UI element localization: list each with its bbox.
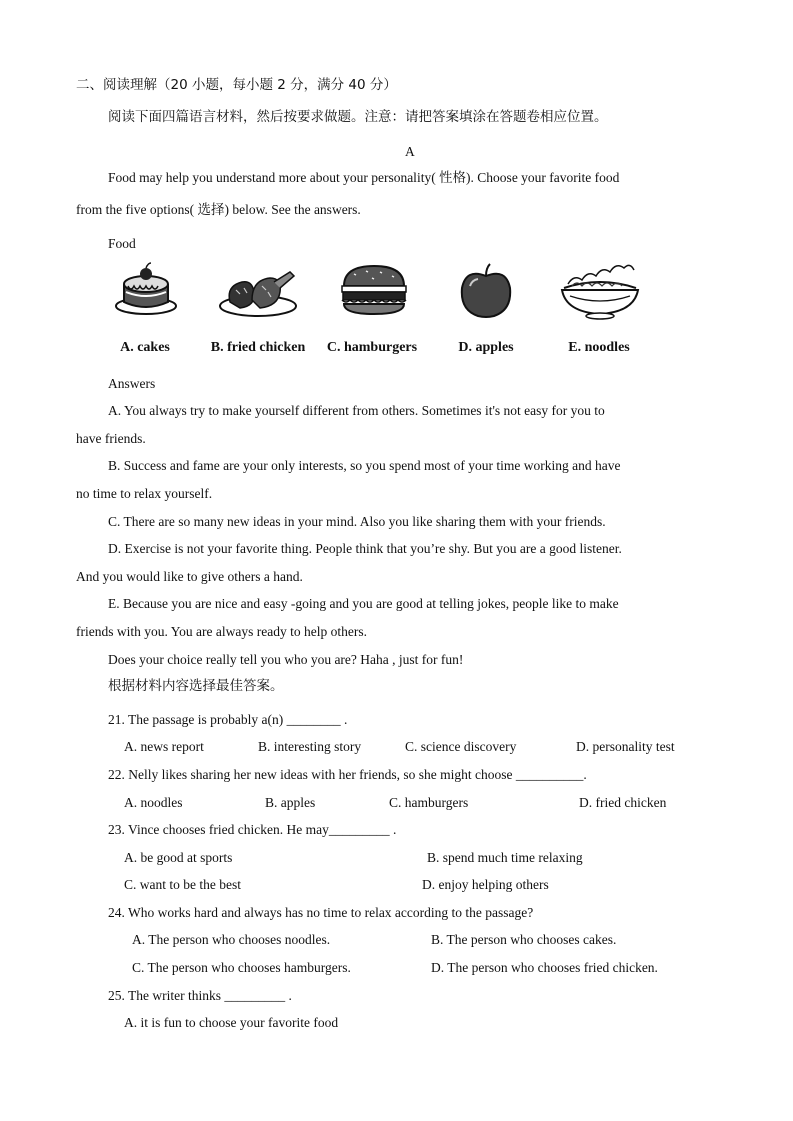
question-22-option-b: B. apples — [265, 795, 316, 810]
question-22-stem: 22. Nelly likes sharing her new ideas with her friends, so she might choose __________. — [108, 767, 587, 782]
instruction: 阅读下面四篇语言材料，然后按要求做题。注意：请把答案填涂在答题卷相应位置。 — [108, 109, 608, 125]
question-22-option-a: A. noodles — [124, 795, 183, 810]
question-25-option-a: A. it is fun to choose your favorite food — [124, 1015, 339, 1030]
question-23-option-a: A. be good at sports — [124, 850, 233, 865]
hamburger-icon — [338, 262, 410, 320]
apple-icon — [456, 262, 516, 320]
answer-d-line2: And you would like to give others a hand. — [76, 569, 303, 584]
fried-chicken-icon — [216, 262, 302, 320]
question-24-option-c: C. The person who chooses hamburgers. — [132, 960, 351, 975]
closing-line: Does your choice really tell you who you are? Haha , just for fun! — [108, 652, 464, 667]
food-heading: Food — [108, 236, 136, 251]
noodles-icon — [556, 262, 644, 320]
question-21-option-b: B. interesting story — [258, 739, 362, 754]
question-21-stem: 21. The passage is probably a(n) ________ . — [108, 712, 348, 727]
intro-line-1: Food may help you understand more about your personality( 性格). Choose your favorite food — [108, 170, 620, 185]
question-21-option-c: C. science discovery — [405, 739, 517, 754]
answer-d-line1: D. Exercise is not your favorite thing. People think that you’re shy. But you are a good listener. — [108, 541, 622, 556]
question-21-option-a: A. news report — [124, 739, 204, 754]
question-21-option-d: D. personality test — [576, 739, 675, 754]
food-label-a: A. cakes — [120, 340, 170, 355]
intro-line-2: from the five options( 选择) below. See the answers. — [76, 202, 361, 217]
question-23-option-d: D. enjoy helping others — [422, 877, 549, 892]
cake-icon — [112, 262, 180, 320]
question-23-option-c: C. want to be the best — [124, 877, 241, 892]
answer-b-line1: B. Success and fame are your only interests, so you spend most of your time working and have — [108, 458, 621, 473]
question-25-stem: 25. The writer thinks _________ . — [108, 988, 292, 1003]
passage-letter: A — [405, 144, 415, 159]
question-23-stem: 23. Vince chooses fried chicken. He may_________ . — [108, 822, 397, 837]
question-24-option-a: A. The person who chooses noodles. — [132, 932, 331, 947]
answer-e-line2: friends with you. You are always ready to help others. — [76, 624, 367, 639]
question-22-option-c: C. hamburgers — [389, 795, 469, 810]
answer-b-line2: no time to relax yourself. — [76, 486, 213, 501]
question-24-stem: 24. Who works hard and always has no time to relax according to the passage? — [108, 905, 534, 920]
question-24-option-d: D. The person who chooses fried chicken. — [431, 960, 658, 975]
question-22-option-d: D. fried chicken — [579, 795, 667, 810]
food-label-e: E. noodles — [568, 340, 630, 355]
food-label-b: B. fried chicken — [210, 340, 306, 355]
answer-e-line1: E. Because you are nice and easy -going and you are good at telling jokes, people like to make — [108, 596, 619, 611]
food-label-c: C. hamburgers — [326, 340, 418, 355]
answer-c-line1: C. There are so many new ideas in your mind. Also you like sharing them with your friends. — [108, 514, 606, 529]
answer-a-line2: have friends. — [76, 431, 146, 446]
choose-instruction: 根据材料内容选择最佳答案。 — [108, 678, 284, 694]
answers-heading: Answers — [108, 376, 156, 391]
food-label-d: D. apples — [458, 340, 514, 355]
section-title: 二、阅读理解（20 小题，每小题 2 分，满分 40 分） — [76, 77, 397, 93]
question-23-option-b: B. spend much time relaxing — [427, 850, 583, 865]
question-24-option-b: B. The person who chooses cakes. — [431, 932, 617, 947]
answer-a-line1: A. You always try to make yourself different from others. Sometimes it's not easy for you to — [108, 403, 605, 418]
